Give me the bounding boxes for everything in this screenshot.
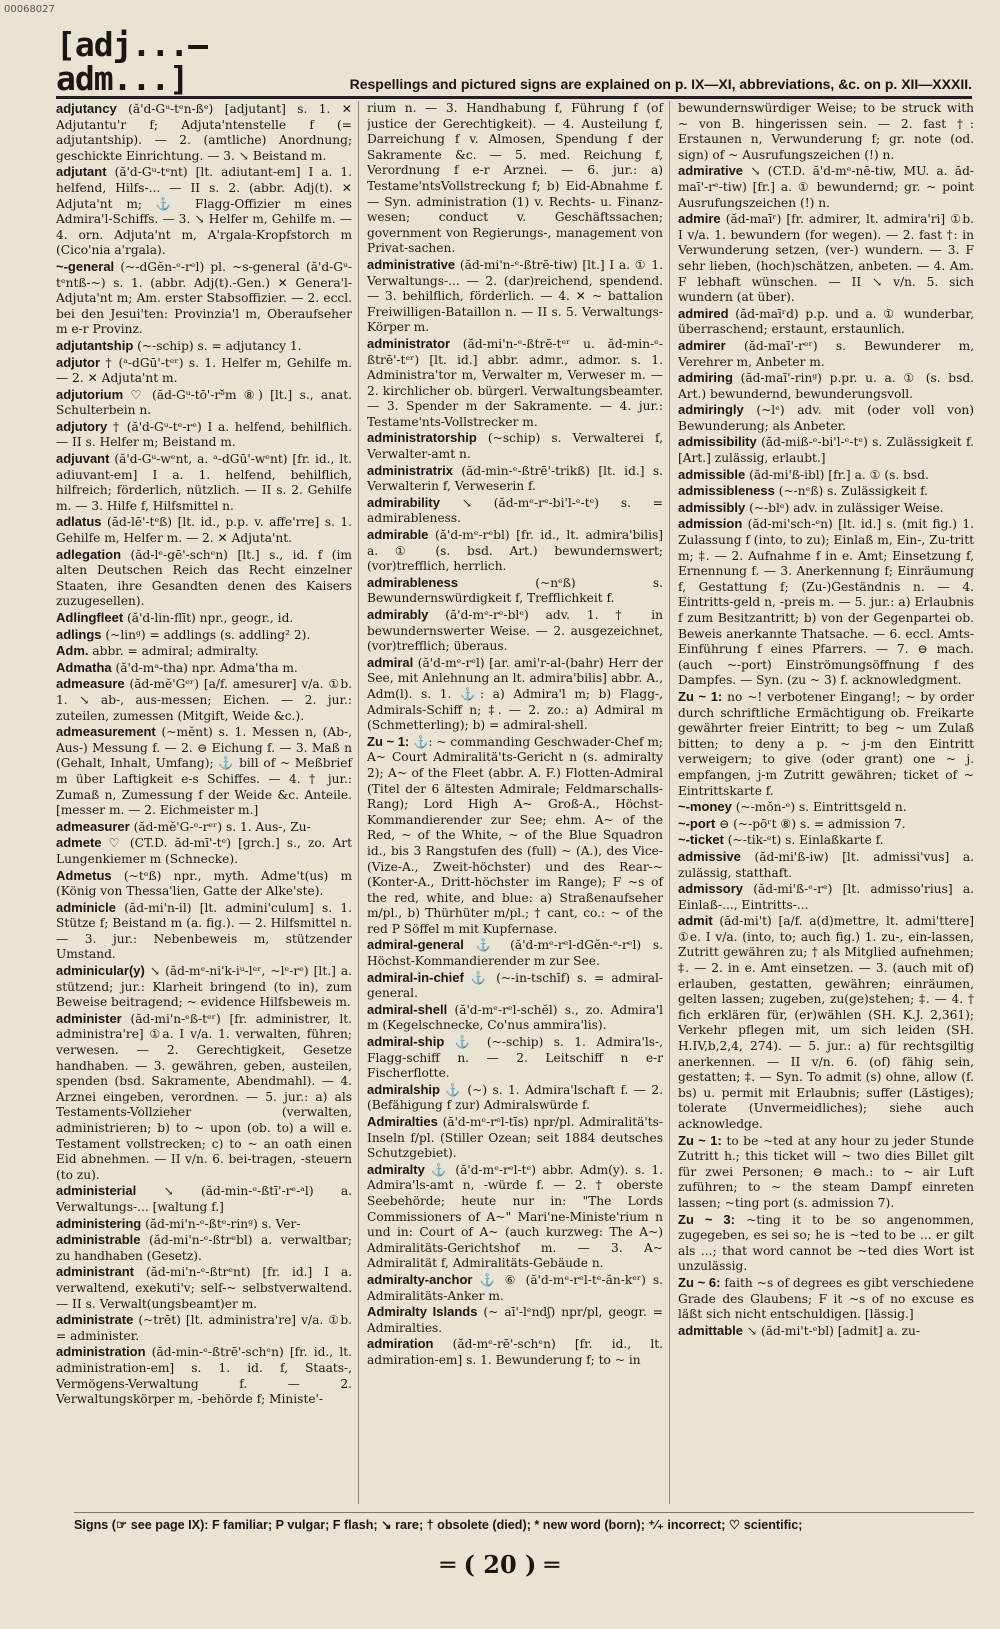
entry-headword: adminicular(y) — [56, 963, 145, 979]
dictionary-entry — [678, 101, 974, 163]
dictionary-entry — [56, 610, 352, 627]
entry-headword: admittable — [678, 1322, 744, 1338]
dictionary-entry — [678, 1323, 974, 1340]
entry-headword: admiral-in-chief — [367, 969, 464, 985]
entry-text: (ăd-mi'n-ᵉ-ßtrᵉbl) a. verwaltbar; zu handhaben (Gesetz). — [56, 1233, 352, 1263]
dictionary-entry — [56, 1183, 352, 1215]
dictionary-entry — [367, 257, 663, 336]
dictionary-entry — [56, 724, 352, 819]
entry-text: (ăd-mi'ß-iw) [lt. admissi'vus] a. zulässig, statthaft. — [678, 849, 974, 880]
entry-headword: admirer — [678, 337, 726, 353]
entry-headword: admeasurement — [56, 724, 156, 740]
dictionary-entry — [678, 370, 974, 402]
entry-text: ↘ (ăd-mi't-ᵉbl) [admit] a. zu- — [746, 1323, 920, 1338]
entry-headword: Adm. — [56, 643, 89, 659]
entry-headword: admissibility — [678, 434, 757, 450]
dictionary-entry — [678, 799, 974, 816]
dictionary-entry — [56, 547, 352, 610]
entry-headword: Admiralty Islands — [367, 1304, 478, 1320]
entry-headword: admirative — [678, 163, 744, 179]
dictionary-entry — [367, 1002, 663, 1034]
dictionary-entry — [56, 259, 352, 338]
dictionary-entry — [56, 1232, 352, 1264]
dictionary-entry — [678, 516, 974, 689]
dictionary-entry — [367, 527, 663, 575]
dictionary-entry — [367, 575, 663, 607]
entry-text: ↘ (CT.D. ă'd-mᵉ-nē-tiw, MU. a. ăd-maī'-rᵉ-tiw) [fr.] a. ① bewundernd; gr. ~ point Ausrufungszeichen (!) n. — [678, 164, 974, 210]
entry-text: (ăd-mi'n-il) [lt. admini'culum] s. 1. Stütze f; Beistand m (a. fig.). — 2. Hilfsmittel n. — 3. jur.: Nebenbeweis m, stützender Umstand. — [56, 900, 353, 962]
dictionary-entry — [678, 881, 974, 913]
dictionary-entry — [678, 1133, 974, 1212]
dictionary-entry — [56, 1344, 352, 1407]
entry-text: ↘ (ăd-min-ᵉ-ßtī'-rᵉ-ᵃl) a. Verwaltungs-... [waltung f.] — [56, 1184, 352, 1214]
entry-headword: administratrix — [367, 462, 453, 478]
entry-text: (~mĕnt) s. 1. Messen n, (Ab-, Aus-) Messung f. — 2. ⊖ Eichung f. — 3. Maß n (Gehalt, Inhalt, Umfang); ⚓ bill of ~ Meßbrief m über Laftigkeit e-s Schiffes. — 4. † jur.: Zumaß n, Zumessung f der Weide &c. Anteile. [messer m. — 2. Eichmeister m.] — [56, 725, 352, 818]
entry-text: (~-schip) s. = adjutancy 1. — [137, 338, 302, 353]
dictionary-entry — [367, 495, 663, 527]
dictionary-entry — [367, 1272, 663, 1304]
dictionary-entry — [678, 402, 974, 434]
entry-text: ⚓ (~) s. 1. Admira'lschaft f. — 2. (Befähigung f zur) Admiralswürde f. — [367, 1082, 663, 1113]
entry-text: (ăd-mi'sch-ᵉn) [lt. id.] s. (mit fig.) 1. Zulassung f (into, to zu); Einlaß m, Ein-, Zu-tritt m; ‡. — 2. Aufnahme f in e. Amt; Einsetzung f, Ernennung f. — 3. Anerkennung f; Einräumung f, Gestattung f; (Zu-)Geständnis n. — 4. Eintritts-geld n, -preis m. — 5. jur.: a) Erlaubnis f zum Besitzantritt; b) von der Gegenpartei ob. Beweis anerkannte Thatsache. — 6. eccl. Amts-Einführung f eines Pfarrers. — 7. ⊖ mach. (auch ~-port) Einströmungsöffnung f des Dampfes. — Syn. (zu ~ 3) f. acknowledgment. — [678, 517, 974, 688]
entry-headword: Zu ~ 1: — [367, 733, 410, 749]
dictionary-entry — [367, 1336, 663, 1368]
dictionary-entry — [367, 1082, 663, 1114]
dictionary-entry — [367, 336, 663, 431]
entry-headword: Admatha — [56, 659, 112, 675]
entry-text: (ă'd-Gᵘ-wᵉnt, a. ᵃ-dGū'-wᵉnt) [fr. id., lt. adiuvant-em] I a. 1. helfend, behilflich, hilfreich; förderlich, nützlich. — II s. 2. Gehilfe m. — 3. Hilfe f, Hilfsmittel n. — [56, 452, 353, 513]
entry-headword: admiralty-anchor — [367, 1271, 473, 1287]
entry-text: (ăd-mi'ß-ᵉ-rᵉ) [lt. admisso'rius] a. Einlaß-..., Eintritts-... — [678, 882, 974, 912]
header-range: [adj...—adm...] — [56, 25, 207, 98]
entry-text: (ăd-mi'n-ᵉß-tᵉʳ) [fr. administrer, lt. administra're] ①a. I v/a. 1. verwalten, führen; verwesen. — 2. Gerechtigkeit, Gesetze handhaben. — 3. gewähren, geben, austeilen, spenden (bsd. Sakramente, Abendmahl). — 4. Arznei eingeben, verordnen. — 5. jur.: a) als Testaments-Vollzieher (verwalten, administrieren; b) to ~ upon (ob. to) a will e. Testament vollstrecken; c) to ~ an oath einen Eid abnehmen. — II v/n. 6. bei-tragen, -steuern (to zu). — [56, 1011, 353, 1182]
dictionary-entry — [367, 734, 663, 938]
entry-headword: Admetus — [56, 867, 112, 883]
dictionary-entry — [678, 483, 974, 500]
entry-text: (~-nᵉß) s. Zulässigkeit f. — [778, 484, 929, 499]
page-number: ═ ( 20 ) ═ — [440, 1550, 560, 1579]
entry-text: (ă'd-mᵉ-rᵉl-tīs) npr/pl. Admiralitä'ts-Inseln f/pl. (Stiller Ozean; seit 1884 deutsches Schutzgebiet). — [367, 1115, 663, 1161]
dictionary-columns — [56, 101, 974, 1504]
dictionary-entry — [367, 1114, 663, 1162]
entry-headword: adlings — [56, 626, 102, 642]
entry-text: (ăd-min-ᵉ-ßtrē'-trikß) [lt. id.] s. Verwalterin f, Verweserin f. — [367, 463, 663, 494]
dictionary-entry — [367, 607, 663, 655]
dictionary-entry — [56, 1011, 352, 1184]
dictionary-entry — [367, 463, 663, 495]
column-2 — [367, 101, 670, 1504]
dictionary-entry — [56, 101, 352, 164]
entry-headword: admiralty — [367, 1161, 425, 1177]
entry-text: bewundernswürdiger Weise; to be struck with ~ von B. hingerissen sein. — 2. fast †: Erstaunen n, Verwunderung f; gr. note (od. sign) of ~ Ausrufungszeichen (!) n. — [678, 101, 974, 162]
entry-text: † (ᵃ-dGū'-tᵉʳ) s. 1. Helfer m, Gehilfe m. — 2. ✕ Adjuta'nt m. — [56, 355, 353, 386]
entry-text: (ăd-mi'n-ᵉ-ßtrē-tiw) [lt.] I a. ① 1. Verwaltungs-... — 2. (dar)reichend, spendend. — 3. behilflich, förderlich. — 4. ✕ ~ battalion Freiwilligen-Bataillon n. — II s. 5. Verwaltungs-Körper m. — [367, 257, 663, 335]
dictionary-entry — [56, 355, 352, 387]
entry-headword: admiral-ship — [367, 1034, 445, 1050]
entry-text: ♡ (CT.D. ăd-mī'-tᵉ) [grch.] s., zo. Art Lungenkiemer m (Schnecke). — [56, 836, 352, 866]
entry-headword: admissive — [678, 848, 741, 864]
dictionary-entry — [367, 655, 663, 734]
entry-headword: admeasurer — [56, 818, 130, 834]
entry-text: (~trēt) [lt. administra're] v/a. ①b. = administer. — [56, 1313, 352, 1343]
dictionary-entry — [678, 434, 974, 466]
entry-headword: adlegation — [56, 546, 122, 562]
entry-headword: admissory — [678, 881, 744, 897]
entry-text: (ăd-miß-ᵉ-bi'l-ᵉ-tᵉ) s. Zulässigkeit f. [Art.] zulässig, erlaubt.] — [678, 435, 974, 466]
entry-headword: adminicle — [56, 899, 116, 915]
entry-text: ⚓: ~ commanding Geschwader-Chef m; A~ Court Admiralitä'ts-Gericht n (s. admiralty 2); A~ of the Fleet (abbr. A. F.) Flotten-Admiral (Titel der 6 ältesten Admirale; Feldmarschalls-Rang); Lord High A~ Groß-A., Höchst-Kommandierender zur See; ehm. A~ of the Red, ~ of the White, ~ of the Blue Squadron id., bis 3 Rangstufen des (full) ~ (A.), des Vice-(Vize-A., Zweit-höchster) und des Rear-~ (Konter-A., Dritt-höchster im Range); F ~s of the red, white, and blue: a) Straßenaufseher m/pl., b) Thürhüter m/pl.; † cant, co.: ~ of the red P Söffel m mit Kupfernase. — [367, 734, 664, 936]
dictionary-entry — [56, 868, 352, 900]
entry-text: ♡ (ăd-Gᵘ-tō'-rᵊ̆m ⑧) [lt.] s., anat. Schulterbein n. — [56, 387, 353, 418]
entry-text: ~ting it to be so angenommen, zugegeben, es sei so; he is ~ted to be ... er gilt als ...; that word cannot be ~ted dies Wort ist unzulässig. — [678, 1212, 974, 1274]
entry-headword: admiring — [678, 370, 733, 386]
dictionary-entry — [56, 643, 352, 660]
entry-headword: ~-general — [56, 258, 115, 274]
entry-headword: Admiralties — [367, 1114, 438, 1129]
entry-text: ↘ (ăd-mᵉ-rᵉ-bi'l-ᵉ-tᵉ) s. = admirableness. — [367, 495, 664, 526]
dictionary-entry — [56, 819, 352, 836]
entry-headword: ~-port — [678, 815, 716, 831]
entry-text: (ă'd-mᵉ-rᵉbl) [fr. id., lt. admira'bilis] a. ① (s. bsd. Art.) bewundernswert; (vor)trefflich, herrlich. — [367, 528, 663, 574]
entry-headword: admissibleness — [678, 483, 775, 499]
dictionary-entry — [678, 849, 974, 881]
dictionary-entry — [678, 163, 974, 211]
entry-text: (ă'd-Gᵘ-tᵉnt) [lt. adiutant-em] I a. 1. helfend, Hilfs-... — II s. 2. (abbr. Adj(t). ✕ Adjuta'nt m; ⚓ Flagg-Offizier m eines Admira'l-Schiffs. — 3. ↘ Helfer m, Gehilfe m. — 4. orn. Adjuta'nt m, A'rgala-Kropfstorch m (Cico'nia a'rgala). — [56, 165, 353, 258]
entry-headword: adjutor — [56, 354, 101, 370]
entry-text: no ~! verbotener Eingang!; ~ by order durch schriftliche Ermächtigung ob. Freikarte gewährter freier Eintritt; to beg ~ um Zulaß bitten; to deny a p. ~ j-m den Eintritt verweigern; to give (oder grant) one ~ j. empfangen, j-m Zutritt gewähren; ticket of ~ Eintrittskarte f. — [678, 689, 974, 798]
entry-text: (ăd-mi'n-ᵉ-ßtrē-tᵉʳ u. ăd-min-ᵉ-ßtrē'-tᵉʳ) [lt. id.] abbr. admr., admor. s. 1. Administra'tor m, Verwalter m, Verweser m. — 2. kirchlicher ob. bürgerl. Verwaltungsbeamter. — 3. Spender m der Sakramente. — 4. jur.: Testame'nts-Vollstrecker m. — [367, 336, 663, 429]
column-1 — [56, 101, 359, 1504]
dictionary-entry — [678, 816, 974, 833]
entry-headword: Zu ~ 1: — [678, 688, 723, 704]
dictionary-entry — [367, 430, 663, 462]
dictionary-entry — [678, 467, 974, 484]
entry-text: (ăd-min-ᵉ-ßtrē'-schᵉn) [fr. id., lt. administration-em] s. 1. id. f, Staats-, Vermögens-Verwaltung f. — 2. Verwaltungskörper m, -behörde f; Ministe'- — [56, 1345, 352, 1407]
entry-headword: adjutory — [56, 418, 108, 434]
dictionary-entry — [678, 500, 974, 517]
entry-headword: admissible — [678, 466, 746, 482]
dictionary-entry — [56, 419, 352, 451]
entry-text: (~-dGĕn-ᵉ-rᵉl) pl. ~s-general (ă'd-Gᵘ-tᵉntß-~) s. 1. (abbr. Adj(t).-Gen.) ✕ Genera'l-Adjuta'nt m; Am. erster Stabsoffizier. — 2. eccl. bei den Jesui'ten: Provinzia'l m, Oberaufseher m e-r Provinz. — [56, 259, 352, 337]
entry-text: (ă'd-mᵉ-rᵉl-schĕl) s., zo. Admira'l m (Kegelschnecke, Co'nus ammira'lis). — [367, 1002, 663, 1033]
entry-headword: administering — [56, 1215, 142, 1231]
entry-text: (ăd-mi'n-ᵉ-ßtrᵉnt) [fr. id.] I a. verwaltend, exekuti'v; self-~ selbstverwaltend. — II s. Verwalt(ungsbeamt)er m. — [56, 1265, 352, 1311]
dictionary-entry — [56, 676, 352, 724]
entry-text: (~lᵉ) adv. mit (oder voll von) Bewunderung; als Anbeter. — [678, 403, 974, 433]
entry-text: (ăd-maīʳ) [fr. admirer, lt. admira'ri] ①b. I v/a. 1. bewundern (for wegen). — 2. fast †: in Verwunderung setzen, (ver-) wundern. — 3. F sehr lieben, (hoch)schätzen, anbeten. — 4. Am. F lebhaft wünschen. — II ↘ v/n. 5. sich wundern (at über). — [678, 212, 974, 305]
entry-text: (ăd-mĕ'Gᵉʳ) [a/f. amesurer] v/a. ①b. 1. ↘ ab-, aus-messen; Eichen. — 2. jur.: zuteilen, zumessen (Mitgift, Weide &c.). — [56, 677, 352, 723]
dictionary-entry — [367, 1162, 663, 1272]
dictionary-entry — [56, 451, 352, 514]
dictionary-entry — [367, 101, 663, 257]
dictionary-entry — [56, 164, 352, 259]
entry-text: (ă'd-mᵉ-rᵉ-blᵉ) adv. 1. † in bewundernswerter Weise. — 2. ausgezeichnet, (vor)trefflich; überaus. — [367, 608, 664, 654]
entry-text: (ăd-maī'-rinᵍ) p.pr. u. a. ① (s. bsd. Art.) bewundernd, bewunderungsvoll. — [678, 371, 974, 401]
dictionary-entry — [678, 306, 974, 338]
entry-text: (~schip) s. Verwalterei f, Verwalter-amt n. — [367, 431, 663, 462]
entry-text: (ă'd-mᵉ-rᵉl) [ar. ami'r-al-(bahr) Herr der See, mit Anlehnung an lt. admira'bilis] abbr. A., Adm(l). s. 1. ⚓: a) Admira'l m; b) Flagg-, Admirals-Schiff n; ‡. — 2. zo.: a) Admiral m (Schmetterling); b) = admiral-shell. — [367, 655, 663, 733]
entry-headword: admirability — [367, 494, 440, 510]
entry-headword: administrant — [56, 1264, 135, 1280]
entry-headword: Adlingfleet — [56, 610, 124, 625]
dictionary-entry — [56, 627, 352, 644]
entry-headword: Zu ~ 3: — [678, 1211, 735, 1227]
entry-text: (ăd-maīʳd) p.p. und a. ① wunderbar, überraschend; erstaunt, erstaunlich. — [678, 306, 974, 337]
entry-text: (~ aī'-lᵉndʃ) npr/pl, geogr. = Admiralties. — [367, 1305, 664, 1335]
dictionary-entry — [56, 514, 352, 546]
entry-headword: admiral-general — [367, 937, 464, 953]
entry-text: (ăd-maī'-rᵉʳ) s. Bewunderer m, Verehrer m, Anbeter m. — [678, 338, 974, 369]
entry-text: (ăd-lē'-tᵉß) [lt. id., p.p. v. affe'rre] s. 1. Gehilfe m, Helfer m. — 2. ✕ Adjuta'nt. — [56, 515, 352, 546]
dictionary-entry — [678, 832, 974, 849]
entry-headword: administration — [56, 1344, 146, 1360]
entry-text: abbr. = admiral; admiralty. — [92, 644, 259, 659]
entry-headword: admirableness — [367, 574, 459, 590]
dictionary-entry — [56, 900, 352, 963]
dictionary-entry — [367, 1034, 663, 1082]
entry-headword: administrable — [56, 1232, 141, 1248]
page-id: 00068027 — [4, 4, 55, 15]
entry-headword: admire — [678, 211, 721, 227]
entry-text: (ăd-mĕ'G-ᵉ-rᵉʳ) s. 1. Aus-, Zu- — [133, 819, 311, 834]
entry-headword: admissibly — [678, 499, 746, 515]
entry-text: ⚓ (ă'd-mᵉ-rᵉl-tᵉ) abbr. Adm(y). s. 1. Admira'ls-amt n, -würde f. — 2. † oberste Seebehörde; heute nur in: "The Lords Commissioners of A~" Mari'ne-Ministe'rium n und in: Court of A~ (auch kurzweg: The A~) Admiralitäts-Gerichtshof m. — 3. A~ Admiralität f, Admiralitäts-Gebäude n. — [367, 1162, 664, 1271]
dictionary-entry — [56, 1312, 352, 1344]
entry-headword: adjutancy — [56, 101, 117, 116]
entry-headword: adjutantship — [56, 337, 134, 353]
entry-text: (~-tik-ᵉt) s. Einlaßkarte f. — [727, 833, 884, 848]
entry-headword: admeasure — [56, 676, 125, 692]
entry-text: rium n. — 3. Handhabung f, Führung f (of justice der Gerechtigkeit). — 4. Austeilung f, Darreichung f v. Almosen, Spendung f der Sakramente &c. — 5. med. Reichung f, Verordnung f e-r Arznei. — 6. jur.: a) Testame'ntsVollstreckung f; b) Eid-Abnahme f. — Syn. administration (1) v. Rechts- u. Finanz-wesen; conduct v. Geschäftssachen; government von Regierungs-, management von Privat-sachen. — [367, 101, 663, 256]
entry-headword: adjutorium — [56, 386, 124, 402]
dictionary-entry — [678, 689, 974, 799]
signs-legend: Signs (☞ see page IX): F familiar; P vulgar; F flash; ↘ rare; † obsolete (died); * new word (born); ⁺⁄₊ incorrect; ♡ scientific; — [74, 1512, 974, 1532]
entry-headword: admete — [56, 835, 102, 851]
dictionary-entry — [56, 963, 352, 1011]
entry-text: to be ~ted at any hour zu jeder Stunde Zutritt h.; this ticket will ~ two dies Billet gilt für zwei Personen; ⊖ mach.: to ~ air Luft zuführen; to ~ the steam Dampf einreten lassen; ~ting port (s. admission 7). — [678, 1133, 974, 1210]
entry-text: (ă'd-mᵃ-tha) npr. Adma'tha m. — [115, 660, 298, 675]
entry-headword: administerial — [56, 1183, 137, 1199]
entry-text: (~-blᵉ) adv. in zulässiger Weise. — [749, 500, 944, 515]
page-header — [56, 25, 972, 99]
entry-headword: admirably — [367, 607, 429, 622]
entry-headword: admirable — [367, 527, 429, 543]
entry-headword: administrator — [367, 335, 451, 351]
dictionary-entry — [56, 338, 352, 355]
dictionary-entry — [678, 1275, 974, 1323]
entry-headword: admiralship — [367, 1081, 440, 1097]
dictionary-entry — [56, 1216, 352, 1233]
entry-text: (~tᵉß) npr., myth. Adme't(us) m (König von Thessa'lien, Gatte der Alke'ste). — [56, 868, 352, 899]
entry-text: ⚓ (~-in-tschīf) s. = admiral-general. — [367, 970, 663, 1001]
entry-headword: adlatus — [56, 514, 102, 530]
entry-headword: administrate — [56, 1312, 134, 1328]
entry-text: (~-mŏn-ᵉ) s. Eintrittsgeld n. — [735, 800, 907, 815]
entry-headword: Zu ~ 6: — [678, 1274, 721, 1290]
entry-headword: ~-money — [678, 799, 732, 815]
entry-text: ⚓ ⑥ (ă'd-mᵉ-rᵉl-tᵉ-ăn-kᵉʳ) s. Admiralitäts-Anker m. — [367, 1272, 664, 1303]
entry-text: (ăd-mi'ß-ibl) [fr.] a. ① (s. bsd. — [749, 467, 929, 482]
entry-text: (ă'd-Gᵘ-tᵉn-ßᵉ) [adjutant] s. 1. ✕ Adjutantu'r f; Adjuta'ntenstelle f (= adjutantship). — 2. (amtliche) Anordnung; geschickte Einrichtung. — 3. ↘ Beistand m. — [56, 102, 352, 163]
entry-headword: admiral — [367, 654, 414, 670]
entry-headword: adjuvant — [56, 451, 110, 467]
entry-headword: admit — [678, 913, 713, 929]
entry-text: ↘ (ăd-mᵉ-ni'k-iᵘ-lᵉʳ, ~lᵉ-rᵉ) [lt.] a. stützend; jur.: Klarheit bringend (to in), zum Beweise beitragend; ~ evidence Hilfsbeweis m. — [56, 964, 352, 1010]
entry-text: (~nᵉß) s. Bewundernswürdigkeit f, Trefflichkeit f. — [367, 575, 664, 606]
entry-headword: administer — [56, 1010, 122, 1026]
header-note: Respellings and pictured signs are explained on p. IX—XI, abbreviations, &c. on p. XII—XXXII. — [349, 76, 972, 92]
dictionary-entry — [367, 970, 663, 1002]
entry-text: faith ~s of degrees es gibt verschiedene Grade des Glaubens; F it ~s of no excuse es läßt sich nicht entschuldigen. [lässig.] — [678, 1275, 974, 1322]
column-3 — [678, 101, 974, 1504]
entry-text: (ăd-mᵉ-rē'-schᵉn) [fr. id., lt. admiration-em] s. 1. Bewunderung f; to ~ in — [367, 1337, 663, 1367]
dictionary-entry — [367, 937, 663, 969]
entry-text: ⚓ (~-schip) s. 1. Admira'ls-, Flagg-schiff n. — 2. Leitschiff n e-r Fischerflotte. — [367, 1035, 663, 1081]
dictionary-entry — [56, 835, 352, 867]
entry-headword: admiration — [367, 1336, 434, 1352]
dictionary-entry — [56, 387, 352, 419]
entry-text: (ăd-mi't) [a/f. a(d)mettre, lt. admi'ttere] ①e. I v/a. (into, to; auch fig.) 1. zu-, ein-lassen, Zutritt gewähren zu; † als Mitglied aufnehmen; ‡. — 2. in e. Amt einsetzen. — 3. (auch mit of) erlauben, gestatten, gewähren; einräumen, gelten lassen; zugeben, zu(ge)stehen; ‡. — 4. † fich erklären für, (er)wählen (SH. K.J. 2,361); Verkehr pflegen mit, um sich leiden (SH. H.IV,b,2,4, 274). — 5. jur.: a) für rechtsgiltig anerkennen. — II v/n. 6. (of) fähig sein, gestatten; ‡. — Syn. To admit (s) ohne, allow (f. bs) u. permit mit Erlaubnis; suffer (Lästiges); tolerate (Unvermeidliches); siehe auch acknowledge. — [678, 914, 974, 1131]
entry-headword: admired — [678, 305, 729, 321]
entry-text: (ăd-mi'n-ᵉ-ßtᵉ-rinᵍ) s. Ver- — [145, 1216, 301, 1231]
dictionary-entry — [678, 913, 974, 1132]
entry-headword: adjutant — [56, 164, 107, 180]
entry-text: (ă'd-lin-flīt) npr., geogr., id. — [127, 611, 294, 625]
entry-headword: admiringly — [678, 402, 744, 418]
entry-text: ⚓ (ă'd-mᵉ-rᵉl-dGĕn-ᵉ-rᵉl) s. Höchst-Kommandierender m zur See. — [367, 938, 663, 969]
entry-headword: Zu ~ 1: — [678, 1132, 722, 1148]
entry-headword: admission — [678, 516, 743, 532]
dictionary-entry — [678, 211, 974, 306]
dictionary-entry — [678, 1212, 974, 1275]
entry-headword: administrative — [367, 256, 456, 272]
dictionary-entry — [678, 338, 974, 370]
entry-text: (~linᵍ) = addlings (s. addling² 2). — [105, 627, 311, 642]
dictionary-entry — [56, 660, 352, 677]
entry-headword: admiral-shell — [367, 1001, 448, 1017]
entry-headword: ~-ticket — [678, 832, 724, 848]
dictionary-entry — [367, 1304, 663, 1336]
entry-text: ⊖ (~-pōʳt ⑧) s. = admission 7. — [719, 816, 906, 831]
entry-text: † (ă'd-Gᵘ-tᵉ-rᵉ) I a. helfend, behilflich. — II s. Helfer m; Beistand m. — [56, 419, 353, 450]
entry-text: (ăd-lᵉ-gē'-schᵉn) [lt.] s., id. f (im alten Deutschen Reich das Recht einzelner Staaten, ihre Gesandten denen des Kaisers zuzugesellen). — [56, 547, 352, 609]
dictionary-entry — [56, 1264, 352, 1312]
entry-headword: administratorship — [367, 430, 477, 446]
